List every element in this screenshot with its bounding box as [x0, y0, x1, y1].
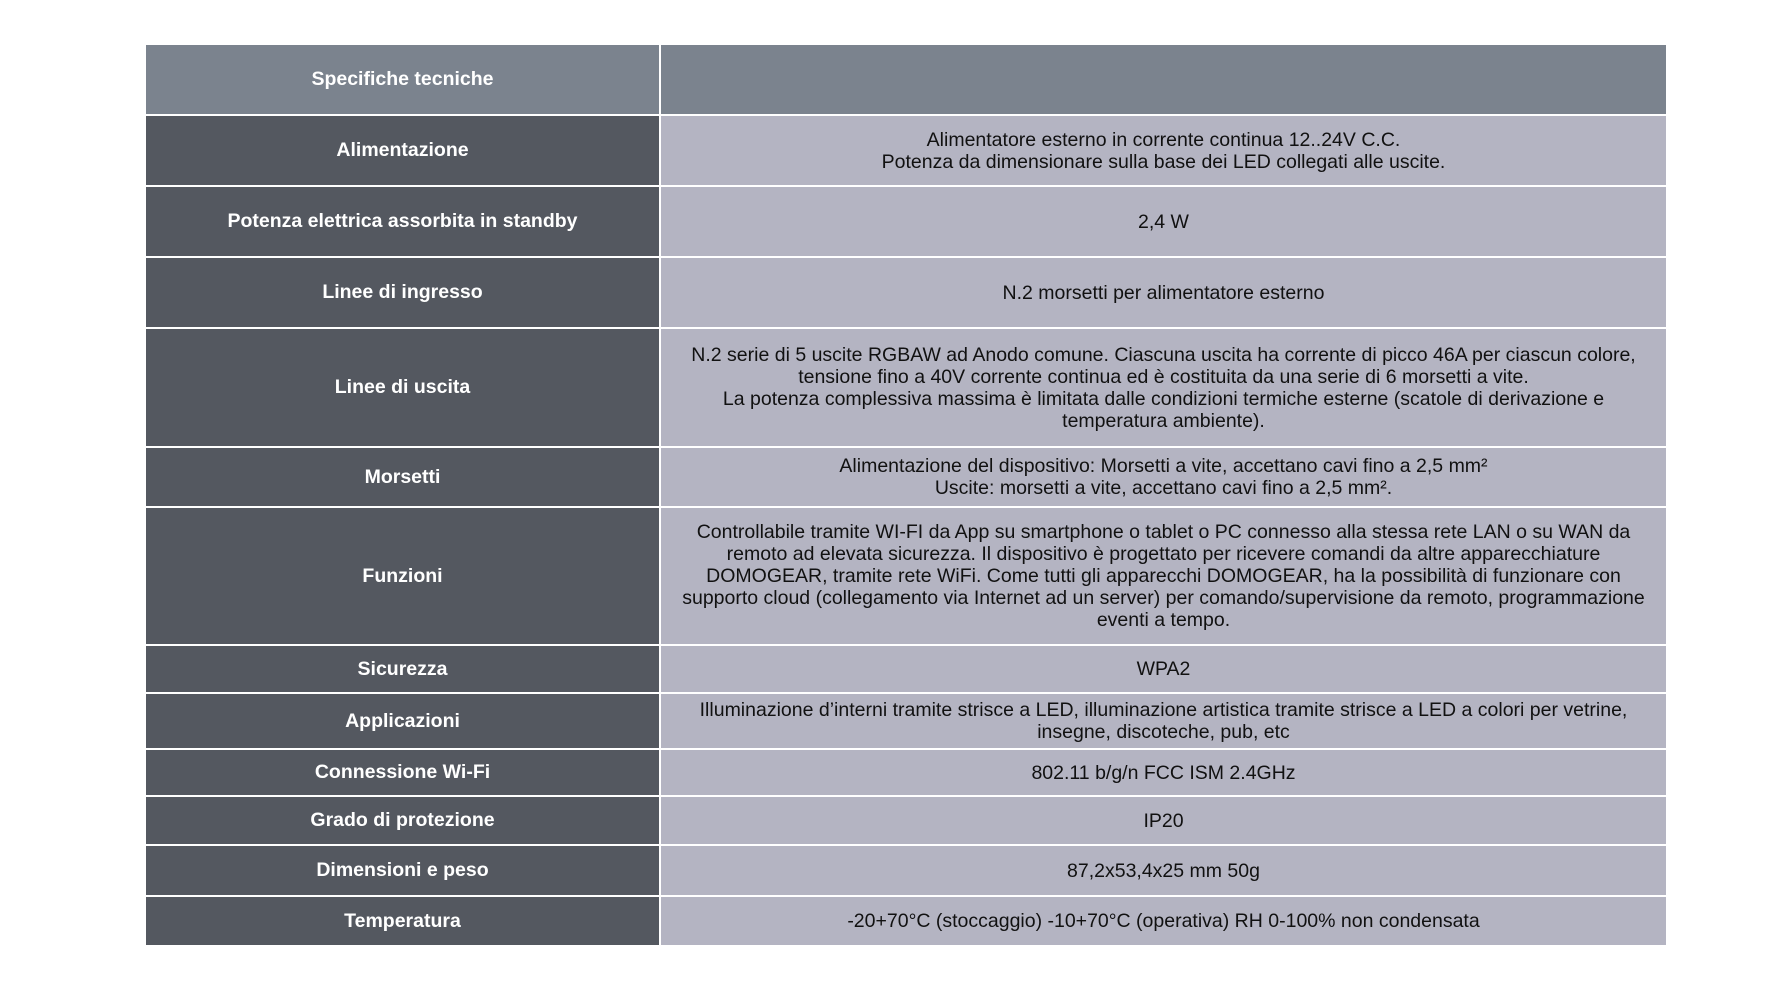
spec-value — [660, 845, 1667, 896]
table-header-row — [145, 44, 1667, 115]
spec-value — [660, 693, 1667, 749]
spec-value — [660, 115, 1667, 186]
spec-row-morsetti — [145, 447, 1667, 507]
spec-value — [660, 328, 1667, 447]
spec-value-line: Uscite: morsetti a vite, accettano cavi fino a 2,5 mm². — [934, 477, 1393, 499]
spec-label: Funzioni — [145, 507, 660, 645]
spec-label: Grado di protezione — [145, 796, 660, 845]
spec-value — [660, 749, 1667, 796]
spec-label: Applicazioni — [145, 693, 660, 749]
spec-row-wifi — [145, 749, 1667, 796]
spec-value-line: La potenza complessiva massima è limitata dalle condizioni termiche esterne (scatole di derivazione e temperatura ambiente). — [722, 387, 1605, 432]
spec-value-line: Alimentazione del dispositivo: Morsetti a vite, accettano cavi fino a 2,5 mm² — [839, 455, 1488, 477]
spec-value-line: WPA2 — [1136, 658, 1191, 680]
spec-label: Alimentazione — [145, 115, 660, 186]
spec-value-line: N.2 morsetti per alimentatore esterno — [1002, 281, 1325, 304]
spec-row-applicazioni — [145, 693, 1667, 749]
spec-label: Linee di uscita — [145, 328, 660, 447]
spec-row-sicurezza — [145, 645, 1667, 693]
spec-label: Potenza elettrica assorbita in standby — [145, 186, 660, 257]
spec-row-dimensioni — [145, 845, 1667, 896]
spec-table — [144, 43, 1668, 947]
spec-value-line: 802.11 b/g/n FCC ISM 2.4GHz — [1031, 761, 1296, 784]
spec-value — [660, 447, 1667, 507]
spec-value-line: 2,4 W — [1138, 210, 1189, 233]
spec-value — [660, 186, 1667, 257]
spec-value — [660, 645, 1667, 693]
table-header-label: Specifiche tecniche — [145, 44, 660, 115]
spec-value-line: Illuminazione d’interni tramite strisce a LED, illuminazione artistica tramite strisce a LED a colori per vetrine, insegne, discoteche, pub, etc — [699, 699, 1628, 743]
spec-label: Temperatura — [145, 896, 660, 946]
spec-value-line: 87,2x53,4x25 mm 50g — [1067, 859, 1260, 882]
spec-row-protezione — [145, 796, 1667, 845]
spec-value — [660, 507, 1667, 645]
spec-row-standby — [145, 186, 1667, 257]
spec-value-line: Controllabile tramite WI-FI da App su smartphone o tablet o PC connesso alla stessa rete LAN o su WAN da remoto ad elevata sicurezza. Il dispositivo è progettato per ricevere comandi da altre apparecchiature DOMOGEAR, tramite rete WiFi. Come tutti gli apparecchi DOMOGEAR, ha la possibilità di funzionare con supporto cloud (collegamento via Internet ad un server) per comando/supervisione da remoto, programmazione eventi a tempo. — [682, 521, 1645, 631]
spec-row-alimentazione — [145, 115, 1667, 186]
spec-label: Linee di ingresso — [145, 257, 660, 328]
spec-value — [660, 257, 1667, 328]
spec-label: Connessione Wi-Fi — [145, 749, 660, 796]
spec-row-funzioni — [145, 507, 1667, 645]
spec-label: Morsetti — [145, 447, 660, 507]
spec-value-line: Alimentatore esterno in corrente continua 12..24V C.C. — [926, 128, 1401, 151]
spec-value — [660, 796, 1667, 845]
spec-row-uscita — [145, 328, 1667, 447]
spec-value-line: -20+70°C (stoccaggio) -10+70°C (operativa) RH 0-100% non condensata — [847, 910, 1480, 932]
spec-label: Dimensioni e peso — [145, 845, 660, 896]
spec-row-temperatura — [145, 896, 1667, 946]
spec-value-line: IP20 — [1143, 809, 1184, 832]
spec-value-line: N.2 serie di 5 uscite RGBAW ad Anodo comune. Ciascuna uscita ha corrente di picco 46A per ciascun colore, tensione fino a 40V corrente continua ed è costituita da una serie di 6 morsetti a vite. — [691, 343, 1636, 388]
spec-value-line: Potenza da dimensionare sulla base dei LED collegati alle uscite. — [881, 150, 1446, 173]
spec-value — [660, 896, 1667, 946]
spec-row-ingresso — [145, 257, 1667, 328]
table-header-value — [660, 44, 1667, 115]
spec-label: Sicurezza — [145, 645, 660, 693]
